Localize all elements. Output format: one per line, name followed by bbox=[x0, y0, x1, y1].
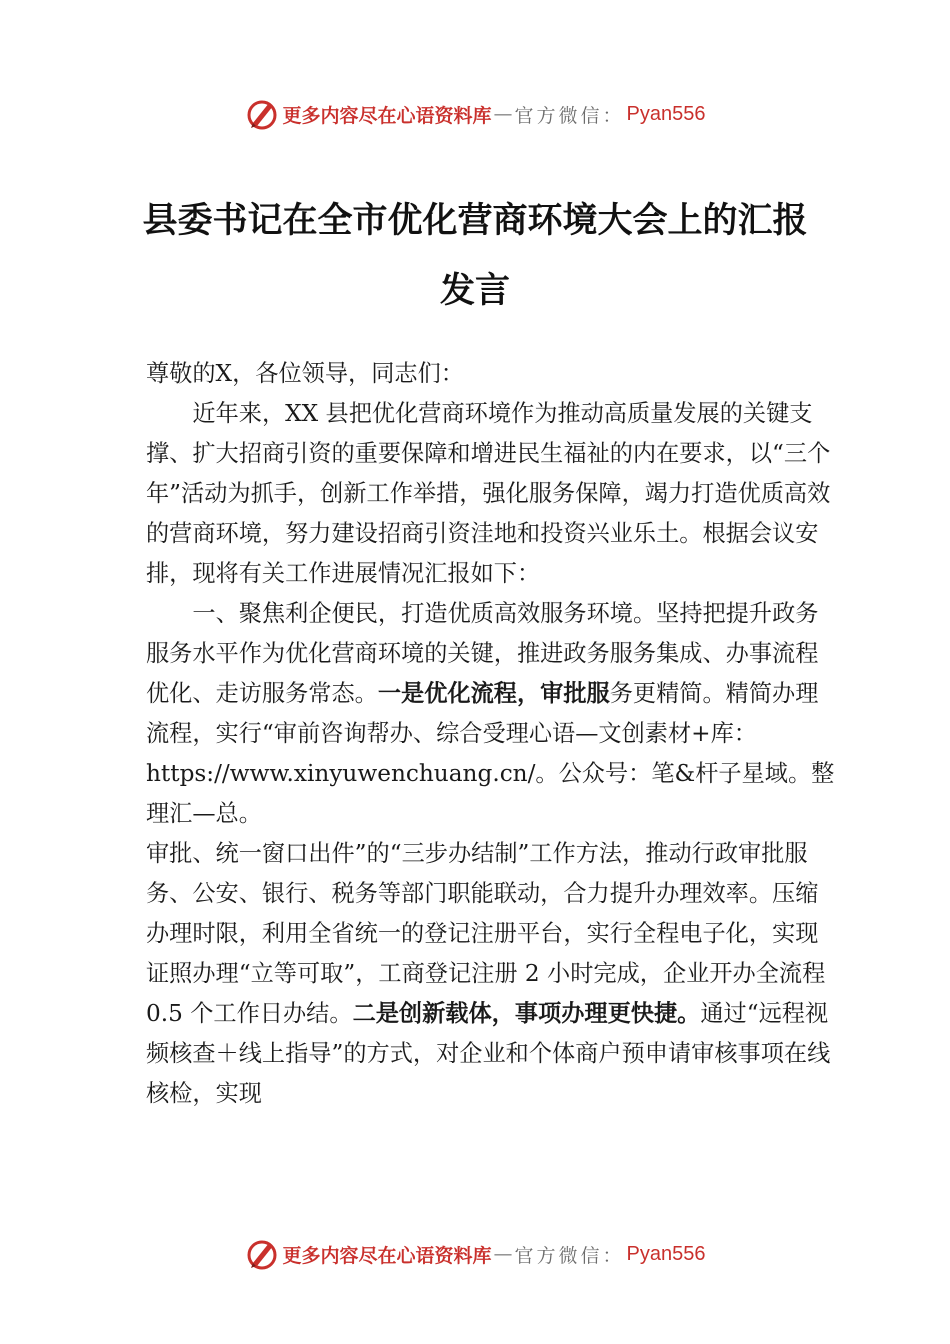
point-two-bold: 二是创新载体，事项办理更快捷。 bbox=[352, 1000, 701, 1027]
watermark-text: 更多内容尽在心语资料库 bbox=[282, 1244, 492, 1267]
paragraph-continuation bbox=[146, 834, 836, 1114]
paragraph-intro: 近年来，XX 县把优化营商环境作为推动高质量发展的关键支撑、扩大招商引资的重要保障和增进民生福祉的内在要求，以“三个年”活动为抓手，创新工作举措，强化服务保障，竭力打造优质高效的营商环境，努力建设招商引资洼地和投资兴业乐土。根据会议安排，现将有关工作进展情况汇报如下： bbox=[146, 400, 831, 587]
paragraph-section-one bbox=[146, 594, 836, 834]
section-one-bold-point: 一是优化流程，审批服 bbox=[377, 680, 610, 707]
pen-circle-icon bbox=[245, 97, 279, 131]
continuation-tail: 通过“远程视频核查＋线上指导”的方式，对企业和个体商户预申请审核事项在线核检，实现 bbox=[146, 1000, 831, 1107]
document-title: 县委书记在全市优化营商环境大会上的汇报发言 bbox=[142, 200, 808, 311]
watermark-footer bbox=[0, 1236, 950, 1272]
watermark-wechat-id: Pyan556 bbox=[626, 1242, 706, 1265]
salutation: 尊敬的X，各位领导，同志们： bbox=[146, 360, 464, 387]
continuation-text: 审批、统一窗口出件”的“三步办结制”工作方法，推动行政审批服务、公安、银行、税务等部门职能联动，合力提升办理效率。压缩办理时限，利用全省统一的登记注册平台，实行全程电子化，实现证照办理“立等可取”，工商登记注册 2 小时完成，企业开办全流程 0.5 个工作日办结。 bbox=[146, 840, 826, 1027]
section-one-tail: 务更精简。精简办理流程，实行“审前咨询帮办、综合受理心语—文创素材+库：https://www.xinyuwenchuang.cn/。公众号：笔&杆子星域。整理汇—总。 bbox=[146, 680, 835, 827]
watermark-wechat-label: 官方微信： bbox=[514, 104, 625, 127]
section-one-lead: 一、聚焦利企便民，打造优质高效服务环境。坚持把提升政务服务水平作为优化营商环境的关键，推进政务服务集成、办事流程优化、走访服务常态。 bbox=[146, 600, 819, 707]
watermark-text: 更多内容尽在心语资料库 bbox=[282, 104, 492, 127]
watermark-header bbox=[0, 96, 950, 132]
pen-circle-icon bbox=[245, 1237, 279, 1271]
watermark-separator: — bbox=[493, 1243, 513, 1265]
watermark-wechat-id: Pyan556 bbox=[626, 102, 706, 125]
document-body bbox=[146, 354, 836, 1114]
watermark-separator: — bbox=[493, 103, 513, 125]
watermark-wechat-label: 官方微信： bbox=[514, 1244, 625, 1267]
